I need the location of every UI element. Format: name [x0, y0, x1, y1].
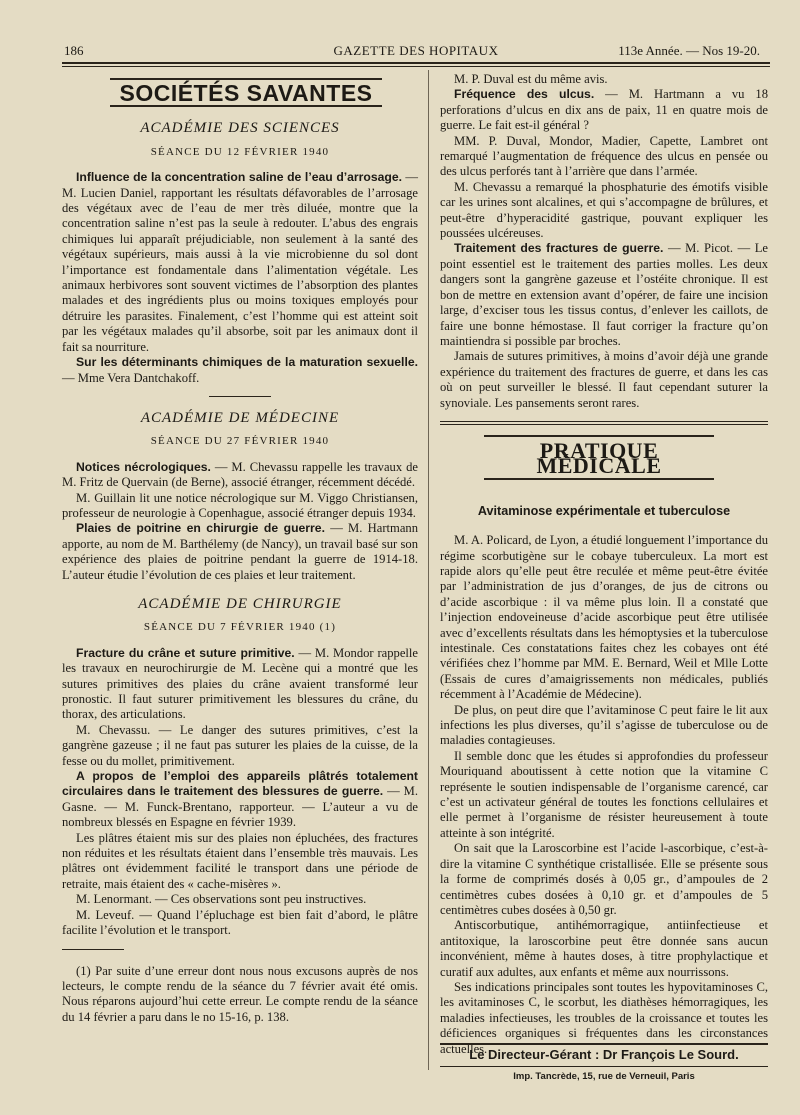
issue-number: 113e Année. — Nos 19-20. — [618, 43, 760, 58]
paragraph — [62, 521, 418, 583]
paragraph-title: Fracture du crâne et suture primitive. — [76, 645, 295, 660]
paragraph: Antiscorbutique, antihémorragique, antiinfectieuse et antitoxique, la laroscorbine peut être donnée sans aucun inconvénient, même à hautes doses, à titre prophylactique et curatif aux adultes, aux enfants et même aux nourrissons. — [440, 918, 768, 979]
seance-date: SÉANCE DU 27 FÉVRIER 1940 — [150, 435, 330, 448]
paragraph-title: Notices nécrologiques. — [76, 459, 211, 474]
paragraph — [62, 170, 418, 355]
header-rule-thin — [62, 66, 770, 67]
paragraph: M. Leveuf. — Quand l’épluchage est bien fait d’abord, le plâtre facilite l’évolution et le transport. — [62, 907, 418, 938]
article-title: Avitaminose expérimentale et tuberculose — [477, 503, 731, 518]
director-line: Le Directeur-Gérant : Dr François Le Sourd. — [469, 1047, 739, 1062]
academy-chirurgie-heading: ACADÉMIE DE CHIRURGIE — [138, 595, 342, 612]
paragraph — [440, 241, 768, 349]
paragraph: M. Lenormant. — Ces observations sont peu instructives. — [76, 892, 367, 907]
paragraph-text: — M. Picot. — Le point essentiel est le traitement des parties molles. Les deux dangers sont la gangrène gazeuse et l’ostéite chronique. Il est bon de mettre en extension avant d’opérer, de faire une incision large, d’exciser tous les tissus contus, d’enlever les caillots, de faire une bonne hémostase. Il faut corriger la fracture qu’on maintiendra si possible par broches. — [440, 241, 768, 348]
footnote — [62, 964, 418, 1026]
paragraph-text: — M. Gasne. — M. Funck-Brentano, rapporteur. — L’auteur a vu de nombreux blessés en Espagne en février 1939. — [62, 784, 418, 830]
left-column — [62, 72, 418, 1025]
seance-date: SÉANCE DU 12 FÉVRIER 1940 — [150, 145, 330, 158]
paragraph — [62, 646, 418, 723]
paragraph-title: Sur les déterminants chimiques de la maturation sexuelle. — [76, 355, 418, 370]
paragraph-text: — M. Lucien Daniel, rapportant les résultats défavorables de l’arrosage des végétaux avec de l’eau de mer très diluée, montre que la concentration saline n’est pas la seule à redouter. L’abus des engrais chimiques lui apparaît préjudiciable, non seulement à la santé des végétaux supérieurs, mais aussi à la vie microbienne du sol dont l’importance est fondamentale dans l’alimentation végétale. Les animaux herbivores sont souvent victimes de l’absorption des plantes malades et des ingrédients plus ou moins toxiques employés pour détruire les parasites. Finalement, c’est l’homme qui est atteint soit par les végétaux malades qu’il absorbe, soit par les animaux dont il fait sa nourriture. — [62, 170, 419, 354]
paragraph: Ses indications principales sont toutes les hypovitaminoses C, les avitaminoses C, le scorbut, les diathèses hémorragiques, les maladies infectieuses, les troubles de la croissance et toutes les déficiences organiques si fréquentes dans les circonstances actuelles. — [440, 979, 768, 1056]
paragraph — [440, 87, 768, 133]
paragraph — [62, 769, 418, 831]
page-number: 186 — [64, 43, 84, 58]
paragraph-title: A propos de l’emploi des appareils plâtrés totalement circulaires dans le traitement des blessures de guerre. — [62, 769, 418, 799]
section-title-pratique: PRATIQUE MÉDICALE — [484, 435, 714, 480]
paragraph-title: Influence de la concentration saline de l’eau d’arrosage. — [76, 170, 403, 185]
paragraph — [62, 355, 418, 386]
paragraph: Les plâtres étaient mis sur des plaies non épluchées, des fractures non réduites et les résultats étaient dans l’ensemble très mauvais. Les plâtres ont évidemment facilité le transport dans une période de retraite, mais étaient des « cache-misères ». — [62, 830, 418, 891]
paragraph: M. Guillain lit une notice nécrologique sur M. Viggo Christiansen, professeur de neurologie à Copenhague, associé étranger depuis 1934. — [62, 490, 418, 520]
paragraph: On sait que la Laroscorbine est l’acide l-ascorbique, c’est-à-dire la vitamine C synthétique cristallisée. Elle se présente sous la forme de comprimés dosés à 0,05 gr., d’ampoules de 2 centimètres cubes dosées à 0,10 gr. et d’ampoules de 5 centimètres cubes dosées à 0,50 gr. — [440, 841, 768, 917]
paragraph: M. Chevassu. — Le danger des sutures primitives, c’est la gangrène gazeuse ; il ne faut pas suturer les plaies de la cuisse, de la fesse ou du mollet, primitivement. — [62, 722, 418, 768]
paragraph: M. A. Policard, de Lyon, a étudié longuement l’importance du régime scorbutigène sur le cobaye tuberculeux. La mort est rapide alors qu’elle peut être reculée et même peut-être évitée par l’administration de jus d’oranges, de jus de citrons ou d’acide ascorbique : il va même plus loin. Il a constaté que l’injection endoveineuse d’acide ascorbique peut être utilisée avec d’excellents résultats dans les hémoptysies et la tuberculose intestinale. Ces constatations faites chez les cobayes ont été vérifiées chez l’homme par MM. E. Bernard, Weil et Mlle Lotte (Essais de cures d’amaigrissements non médicales, publiés récemment à l’Académie de Médecine). — [440, 533, 768, 702]
paragraph-title: Traitement des fractures de guerre. — [454, 241, 664, 256]
paragraph — [62, 460, 418, 491]
paragraph: Il semble donc que les études si approfondies du professeur Mouriquand aboutissent à cette notion que la vitamine C représente le soutien indispensable de l’organisme carencé, car c’est un activateur général de toutes les fonctions cellulaires et elle permet à l’organisme de résister heureusement à toute atteinte à son intégrité. — [440, 748, 768, 840]
column-separator — [428, 70, 429, 1070]
page-header — [62, 43, 770, 63]
paragraph-title: Fréquence des ulcus. — [454, 87, 595, 102]
academy-medecine-heading: ACADÉMIE DE MÉDECINE — [140, 409, 340, 426]
footnote-divider — [62, 949, 124, 950]
seance-date: SÉANCE DU 7 FÉVRIER 1940 (1) — [143, 621, 337, 634]
paragraph-title: Plaies de poitrine en chirurgie de guerre. — [76, 521, 325, 536]
section-title-societes: SOCIÉTÉS SAVANTES — [110, 78, 382, 107]
right-column — [440, 72, 768, 1057]
paragraph-text: — M. Mondor rappelle les travaux en neurochirurgie de M. Lecène qui a montré que les sutures primitives des plaies du crâne avaient transformé leur pronostic. Il faut suturer primitivement les blessures du crâne, du thorax, des articulations. — [62, 645, 418, 722]
footer-rule-thin — [440, 1066, 768, 1067]
academy-sciences-heading: ACADÉMIE DES SCIENCES — [140, 120, 340, 137]
divider — [209, 396, 271, 397]
paragraph-text: — M. Chevassu rappelle les travaux de M. Fritz de Quervain (de Berne), associé étranger, récemment décédé. — [62, 459, 418, 490]
paragraph: Jamais de sutures primitives, à moins d’avoir déjà une grande expérience du traitement des fractures de guerre, et dans les cas où on peut surveiller le blessé. Il faut cependant suturer la synoviale. Les pansements seront rares. — [440, 349, 768, 410]
paragraph-text: — M. Hartmann apporte, au nom de M. Barthélemy (de Nancy), un travail basé sur son expérience des plaies de poitrine pendant la guerre de 1914-18. L’auteur étudie l’évolution de ces plaies et leur traitement. — [62, 521, 419, 582]
footer-rule — [440, 1043, 768, 1045]
paragraph-text: — Mme Vera Dantchakoff. — [62, 370, 200, 385]
paragraph-text: — M. Hartmann a vu 18 perforations d’ulcus en dix ans de paix, 11 en quatre mois de guerre. Le fait est-il général ? — [440, 87, 769, 133]
imprint-line: Imp. Tancrède, 15, rue de Verneuil, Paris — [513, 1071, 695, 1082]
paragraph: M. P. Duval est du même avis. — [454, 72, 608, 86]
paragraph: M. Chevassu a remarqué la phosphaturie des émotifs visible car les urines sont alcalines, et qui s’accompagne de brûlures, et peut-être d’hyperacidité gastrique, pouvant expliquer les poussées ulcéreuses. — [440, 179, 768, 241]
header-rule — [62, 62, 770, 64]
journal-title: GAZETTE DES HOPITAUX — [333, 43, 499, 58]
paragraph: MM. P. Duval, Mondor, Madier, Capette, Lambret ont remarqué l’augmentation de fréquence des ulcus en pensée ou des ulcus perforés tant à l’arrière que dans l’armée. — [440, 133, 768, 179]
paragraph: De plus, on peut dire que l’avitaminose C peut faire le lit aux infections les plus diverses, qu’il s’agisse de tuberculose ou de maladies contagieuses. — [440, 702, 768, 748]
footnote-text: (1) Par suite d’une erreur dont nous nous excusons auprès de nos lecteurs, le compte rendu de la séance du 7 février avait été omis. Nous réparons aujourd’hui cette erreur. Le compte rendu de la séance du 14 février a paru dans le no 15-16, p. 138. — [62, 963, 418, 1024]
